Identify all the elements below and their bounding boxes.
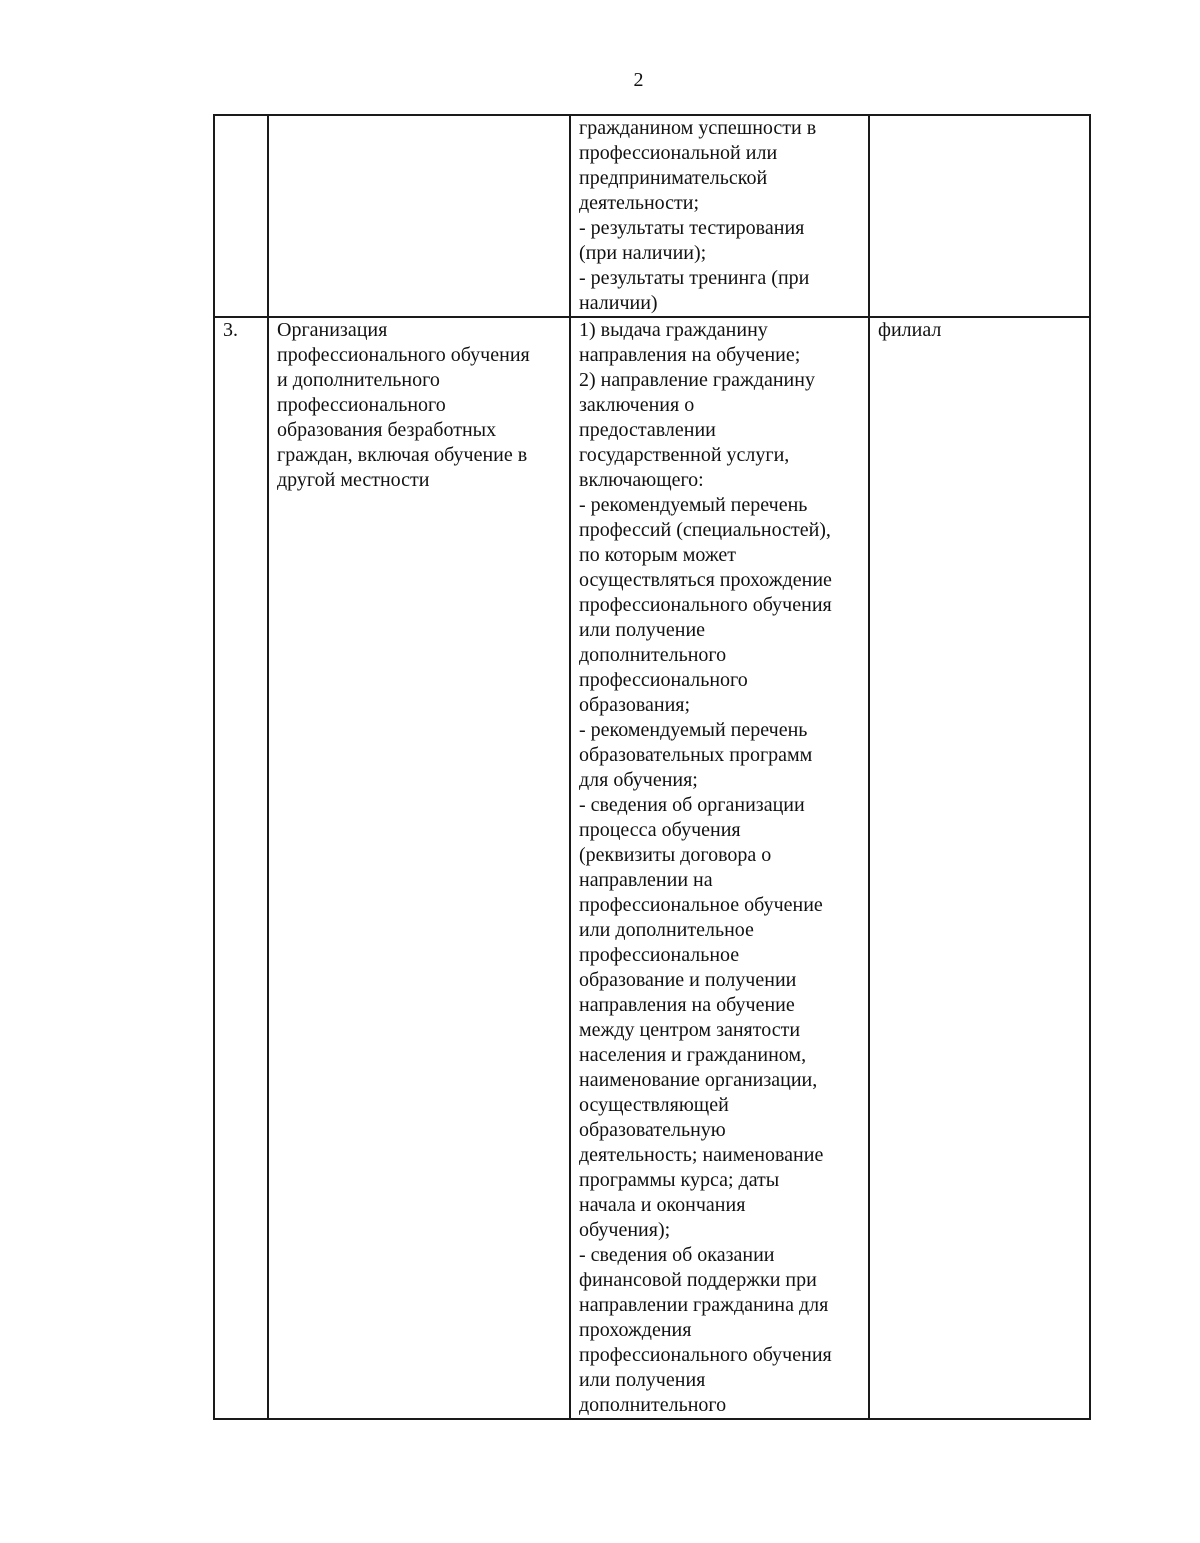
responsible-cell [869, 115, 1090, 317]
service-result-cell [570, 317, 869, 1419]
table-row [214, 317, 1090, 1419]
services-table [213, 114, 1091, 1420]
row-number-cell [214, 317, 268, 1419]
row-number-cell [214, 115, 268, 317]
responsible-cell [869, 317, 1090, 1419]
responsible: филиал [878, 319, 942, 341]
page-number: 2 [633, 69, 644, 91]
service-result: 1) выдача гражданину направления на обучение; 2) направление гражданину заключения о предоставлении государственной услуги, включающего: - рекомендуемый перечень профессий (специальностей), по которым может осуществляться прохождение профессионального обучения или получение дополнительного профессионального образования; - рекомендуемый перечень образовательных программ для обучения; - сведения об организации процесса обучения (реквизиты договора о направлении на профессиональное обучение или дополнительное профессиональное образование и получении направления на обучение между центром занятости населения и гражданином, наименование организации, осуществляющей образовательную деятельность; наименование программы курса; даты начала и окончания обучения); - сведения об оказании финансовой поддержки при направлении гражданина для прохождения профессионального обучения или получения дополнительного [579, 319, 832, 1416]
row-number: 3. [223, 319, 238, 341]
service-result-cell [570, 115, 869, 317]
service-result: гражданином успешности в профессиональной или предпринимательской деятельности; - результаты тестирования (при наличии); - результаты тренинга (при наличии) [579, 117, 817, 314]
service-name-cell [268, 317, 570, 1419]
service-name: Организация профессионального обучения и дополнительного профессионального образования безработных граждан, включая обучение в другой местности [277, 319, 530, 491]
service-name-cell [268, 115, 570, 317]
table-row [214, 115, 1090, 317]
